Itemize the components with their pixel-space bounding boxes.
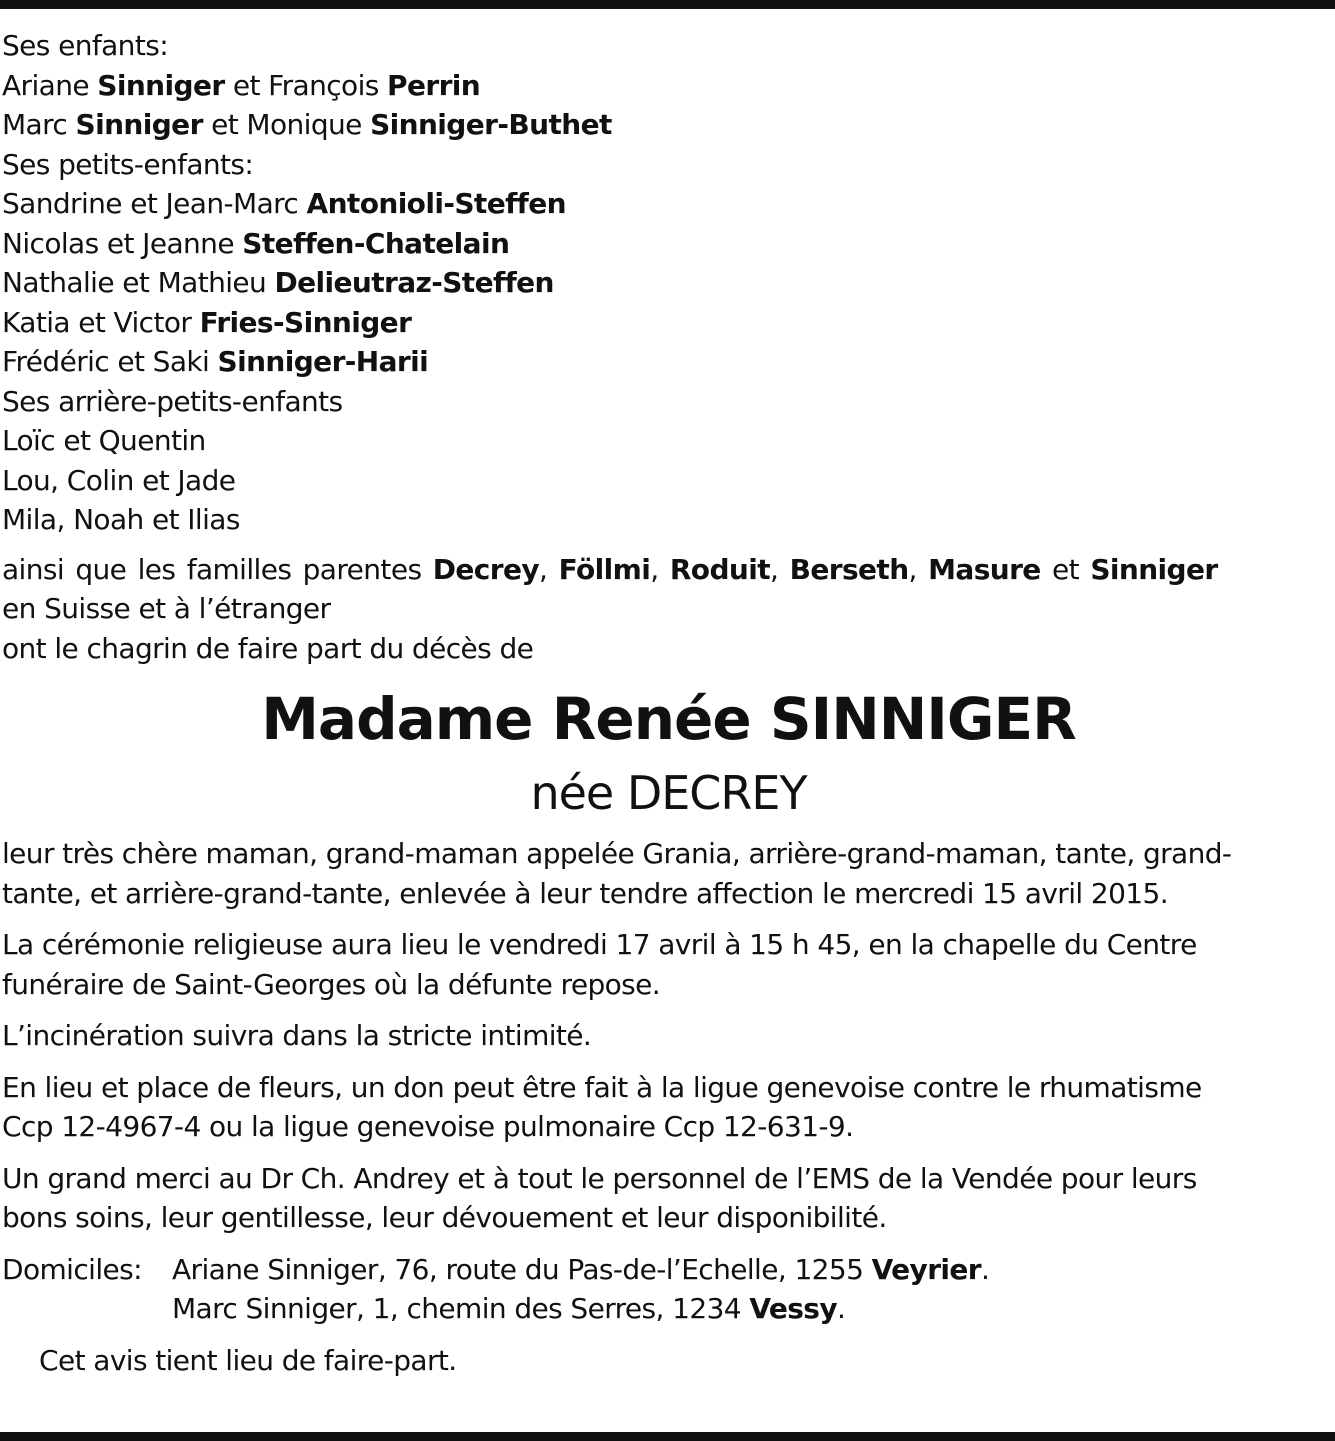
- city-name: Veyrier: [871, 1252, 981, 1286]
- announcement-line: ont le chagrin de faire part du décès de: [2, 631, 534, 665]
- children-section: [2, 26, 1335, 145]
- grandchild-line: [2, 224, 1335, 264]
- families-section: [2, 550, 1335, 669]
- grandchild-line: [2, 263, 1335, 303]
- family-name: Masure: [928, 552, 1041, 586]
- family-name: Berseth: [789, 552, 909, 586]
- paragraph-description: [2, 834, 1335, 913]
- grandchild-line: [2, 342, 1335, 382]
- obituary-notice: [2, 26, 1335, 1380]
- families-intro: ainsi que les familles parentes: [2, 552, 433, 586]
- separator: ,: [650, 552, 670, 586]
- paragraph-line: Ccp 12-4967-4 ou la ligue genevoise pulmonaire Ccp 12-631-9.: [2, 1110, 854, 1143]
- top-rule: [0, 0, 1335, 9]
- domicile-row: [2, 1250, 1335, 1290]
- family-name: Steffen-Chatelain: [242, 226, 510, 260]
- separator: ,: [908, 552, 929, 586]
- family-name: Fries-Sinniger: [199, 305, 412, 339]
- paragraph-line: tante, et arrière-grand-tante, enlevée à leur tendre affection le mercredi 15 avril 2015.: [2, 876, 1169, 910]
- families-line: [2, 550, 1335, 590]
- domiciles-section: [2, 1250, 1335, 1329]
- paragraph-ceremony: [2, 925, 1335, 1004]
- great-grandchild-line: Lou, Colin et Jade: [2, 463, 236, 497]
- family-name: Sinniger: [75, 108, 203, 141]
- deceased-name: Madame Renée SINNIGER: [261, 685, 1076, 753]
- given-names: Nathalie et Mathieu: [2, 266, 275, 299]
- paragraph-donation: [2, 1068, 1335, 1147]
- given-names: et François: [224, 68, 388, 102]
- grandchild-line: [2, 184, 1335, 224]
- family-name: Antonioli-Steffen: [306, 187, 566, 220]
- family-name: Sinniger-Harii: [217, 345, 429, 378]
- domicile-address: [172, 1289, 845, 1329]
- great-grandchildren-section: [2, 382, 1335, 540]
- paragraph-line: bons soins, leur gentillesse, leur dévouement et leur disponibilité.: [2, 1201, 887, 1234]
- city-name: Vessy: [749, 1292, 838, 1325]
- punctuation: .: [837, 1292, 846, 1325]
- families-location: en Suisse et à l’étranger: [2, 592, 331, 625]
- family-name: Sinniger-Buthet: [370, 108, 612, 141]
- family-name: Perrin: [387, 68, 481, 102]
- deceased-name-block: [2, 684, 1335, 822]
- paragraph-line: funéraire de Saint-Georges où la défunte repose.: [2, 967, 661, 1001]
- domiciles-label-spacer: [2, 1289, 172, 1329]
- domicile-address: [172, 1250, 989, 1290]
- domiciles-label: Domiciles:: [2, 1252, 142, 1286]
- family-name: Sinniger: [97, 68, 225, 102]
- address-text: Marc Sinniger, 1, chemin des Serres, 1234: [172, 1292, 750, 1325]
- grandchild-line: [2, 303, 1335, 343]
- children-heading: Ses enfants:: [2, 29, 169, 62]
- given-names: Nicolas et Jeanne: [2, 226, 243, 260]
- family-name: Föllmi: [558, 552, 651, 586]
- family-name: Roduit: [669, 552, 770, 586]
- bottom-rule: [0, 1432, 1335, 1441]
- child-line: [2, 66, 1335, 106]
- grandchildren-heading: Ses petits-enfants:: [2, 147, 254, 181]
- separator: ,: [539, 552, 559, 586]
- great-grandchild-line: Mila, Noah et Ilias: [2, 503, 240, 536]
- paragraph-thanks: [2, 1159, 1335, 1238]
- punctuation: .: [981, 1252, 990, 1286]
- paragraph-line: La cérémonie religieuse aura lieu le vendredi 17 avril à 15 h 45, en la chapelle du Centre: [2, 928, 1197, 961]
- given-names: Marc: [2, 108, 76, 141]
- great-grandchild-line: Loïc et Quentin: [2, 424, 206, 457]
- paragraph-line: En lieu et place de fleurs, un don peut être fait à la ligue genevoise contre le rhumatisme: [2, 1070, 1202, 1104]
- given-names: Katia et Victor: [2, 305, 200, 339]
- grandchildren-section: [2, 145, 1335, 382]
- paragraph-incineration: [2, 1016, 1335, 1056]
- family-name: Sinniger: [1090, 552, 1218, 586]
- given-names: Frédéric et Saki: [2, 345, 218, 378]
- paragraph-line: Un grand merci au Dr Ch. Andrey et à tout le personnel de l’EMS de la Vendée pour leurs: [2, 1161, 1197, 1195]
- family-name: Decrey: [432, 552, 540, 586]
- separator: ,: [770, 552, 790, 586]
- paragraph-line: leur très chère maman, grand-maman appelée Grania, arrière-grand-maman, tante, grand-: [2, 837, 1232, 870]
- given-names: et Monique: [202, 108, 371, 141]
- domicile-row: [2, 1289, 1335, 1329]
- given-names: Ariane: [2, 68, 98, 102]
- given-names: Sandrine et Jean-Marc: [2, 187, 307, 220]
- child-line: [2, 105, 1335, 145]
- family-name: Delieutraz-Steffen: [274, 266, 554, 299]
- great-grandchildren-heading: Ses arrière-petits-enfants: [2, 384, 343, 418]
- separator: et: [1040, 552, 1091, 586]
- maiden-name: née DECREY: [530, 766, 807, 820]
- address-text: Ariane Sinniger, 76, route du Pas-de-l’Echelle, 1255: [172, 1252, 872, 1286]
- closing-note: Cet avis tient lieu de faire-part.: [39, 1343, 457, 1377]
- paragraph-line: L’incinération suivra dans la stricte intimité.: [2, 1019, 592, 1052]
